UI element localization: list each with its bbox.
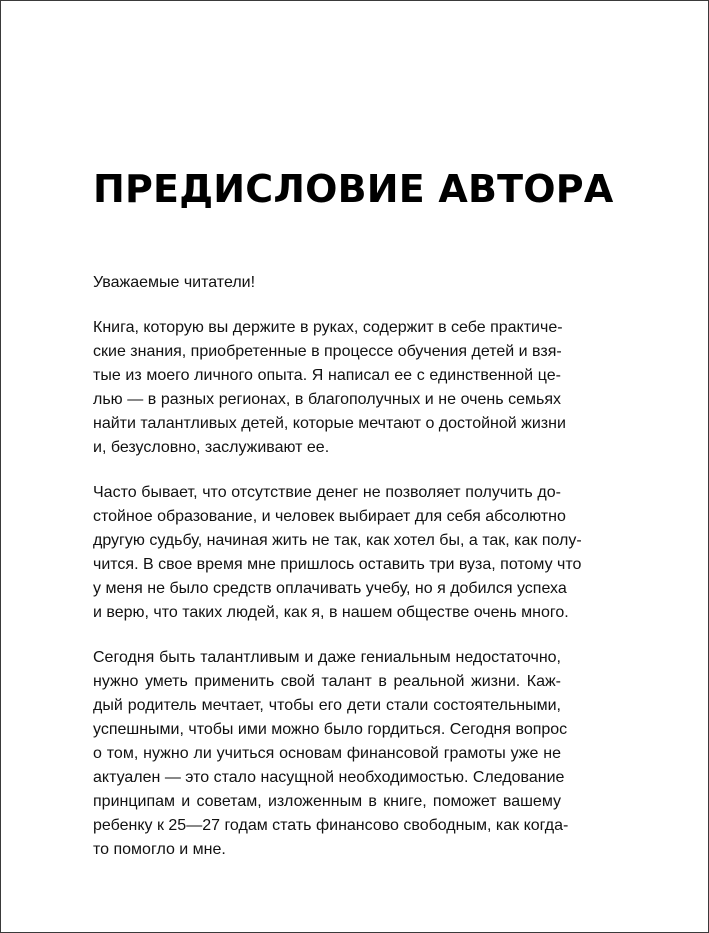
- text-line: дый родитель мечтает, чтобы его дети стали состоятельными,: [93, 697, 561, 714]
- paragraph-1: [93, 316, 566, 460]
- text-line: Книга, которую вы держите в руках, содержит в себе практиче-: [93, 319, 563, 336]
- paragraph-2: [93, 481, 582, 625]
- text-line: принципам и советам, изложенным в книге, поможет вашему: [93, 793, 561, 810]
- text-line: ские знания, приобретенные в процессе обучения детей и взя-: [93, 343, 562, 360]
- text-line: другую судьбу, начиная жить не так, как хотел бы, а так, как полу-: [93, 532, 582, 549]
- text-line: лью — в разных регионах, в благополучных и не очень семьях: [93, 391, 561, 408]
- text-line: и, безусловно, заслуживают ее.: [93, 439, 330, 456]
- text-line: тые из моего личного опыта. Я написал ее с единственной це-: [93, 367, 561, 384]
- text-line: Сегодня быть талантливым и даже гениальным недостаточно,: [93, 649, 561, 666]
- chapter-body: [93, 271, 582, 883]
- text-line: ребенку к 25—27 годам стать финансово свободным, как когда-: [93, 817, 569, 834]
- text-line: и верю, что таких людей, как я, в нашем обществе очень много.: [93, 604, 569, 621]
- text-line: актуален — это стало насущной необходимостью. Следование: [93, 769, 565, 786]
- text-line: у меня не было средств оплачивать учебу, но я добился успеха: [93, 580, 567, 597]
- text-line: успешными, чтобы ими можно было гордиться. Сегодня вопрос: [93, 721, 568, 738]
- chapter-title: ПРЕДИСЛОВИЕ АВТОРА: [93, 167, 614, 211]
- text-line: Часто бывает, что отсутствие денег не позволяет получить до-: [93, 484, 561, 501]
- text-line: то помогло и мне.: [93, 841, 226, 858]
- text-line: чится. В свое время мне пришлось оставить три вуза, потому что: [93, 556, 582, 573]
- text-line: о том, нужно ли учиться основам финансовой грамоты уже не: [93, 745, 561, 762]
- paragraph-3: [93, 646, 569, 862]
- salutation: Уважаемые читатели!: [93, 274, 256, 291]
- text-line: нужно уметь применить свой талант в реальной жизни. Каж-: [93, 673, 561, 690]
- text-line: найти талантливых детей, которые мечтают о достойной жизни: [93, 415, 566, 432]
- text-line: стойное образование, и человек выбирает для себя абсолютно: [93, 508, 566, 525]
